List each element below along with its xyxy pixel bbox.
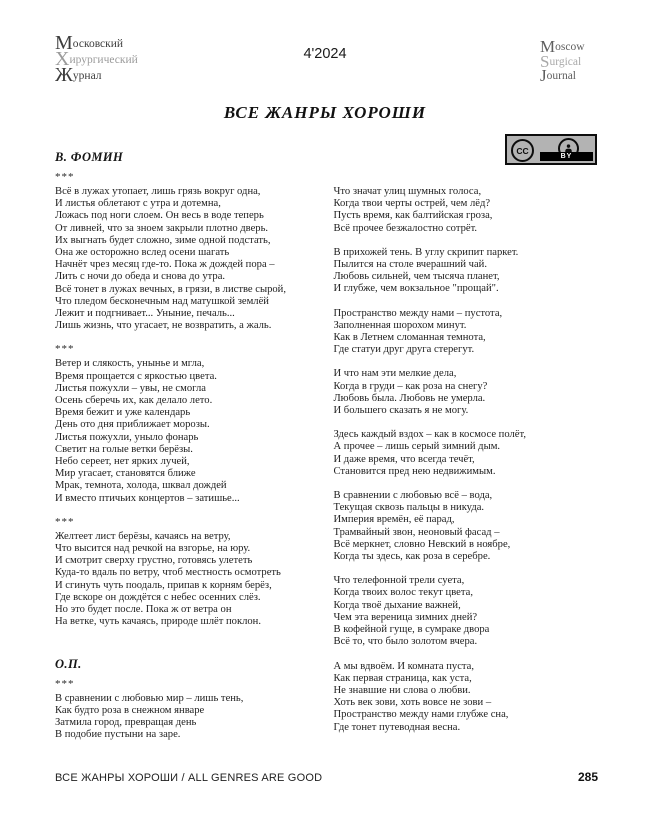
poem-line: Где вскоре он дождётся с небес осенних слёз. [55, 591, 261, 603]
poem-line: В сравнении с любовью всё – вода, [333, 490, 493, 502]
poem-line: В подобие пустыни на заре. [55, 729, 181, 741]
logo-line: Journal [540, 66, 577, 85]
page-footer [55, 770, 598, 784]
logo-line: Московский [55, 32, 124, 54]
stanza [334, 429, 599, 478]
poem-line: Когда твоё дыхание важней, [333, 599, 461, 611]
poem-line: Текущая сквозь пальцы в никуда. [333, 502, 485, 514]
logo-line: Moscow [540, 37, 585, 56]
logo-initial: M [540, 37, 556, 56]
logo-initial: Х [55, 48, 70, 70]
poem-line: Как будто роза в снежном январе [55, 704, 205, 716]
stanza-marker: *** [55, 343, 75, 356]
poem-line: Лишь жизнь, что угасает, не возвратить, а жаль. [55, 320, 272, 332]
logo-line: Журнал [55, 64, 102, 86]
stanza-marker: *** [55, 515, 75, 528]
poem-line: И даже время, что всегда течёт, [333, 453, 475, 465]
poem-line: Когда в груди – как роза на снегу? [333, 380, 488, 392]
logo-line: Хирургический [55, 48, 138, 70]
poem-line: А мы вдвоём. И комната пуста, [333, 660, 475, 672]
logo-initial: М [55, 32, 73, 54]
poem-line: Лежит и подгнивает... Уныние, печаль... [55, 308, 235, 320]
poem-line: Лить с ночи до обеда и снова до утра. [55, 271, 226, 283]
poem-line: Мрак, темнота, холода, шквал дождей [55, 480, 227, 492]
stanza-marker: *** [55, 171, 75, 183]
poem-line: Хоть век зови, хоть вовсе не зови – [333, 697, 492, 709]
stanza [334, 490, 599, 563]
poem-line: Что значат улиц шумных голоса, [333, 186, 482, 197]
logo-initial: S [540, 51, 550, 71]
poem-line: Что высится над речкой на взгорье, на юру. [55, 543, 251, 555]
stanza [334, 661, 599, 734]
poem-line: И сгинуть чуть поодаль, припав к корням берёз, [55, 579, 272, 591]
poem-line: Всё тонет в лужах вечных, в грязи, в листве сырой, [55, 283, 286, 295]
poem-line: Светит на голые ветки берёзы. [55, 443, 193, 455]
poem-line: Листья пожухли – увы, не смогла [55, 382, 206, 394]
poem-line: Всё прочее безжалостно сотрёт. [333, 222, 478, 234]
poem-line: Здесь каждый вздох – как в космосе полёт, [333, 429, 526, 441]
poem-line: И что нам эти мелкие дела, [333, 368, 457, 380]
poem-line: И смотрит сверху грустно, готовясь улететь [55, 555, 253, 567]
poem-line: Когда твои черты острей, чем лёд? [333, 198, 491, 210]
poem-line: Любовь была. Любовь не умерла. [333, 392, 486, 404]
poem-line: И большего сказать я не могу. [333, 405, 469, 417]
stanza [55, 358, 320, 504]
poem-line: Она же осторожно вслед осени шагать [55, 247, 230, 259]
issue-number: 4'2024 [303, 46, 347, 62]
stanza [334, 575, 599, 648]
poem-line: Начнёт чрез месяц где-то. Пока ж дождей пора – [55, 259, 275, 271]
poem-line: Небо сереет, нет ярких лучей, [55, 456, 190, 468]
stanza [334, 308, 599, 357]
author-name: О.П. [55, 656, 82, 671]
page-title: ВСЕ ЖАНРЫ ХОРОШИ [223, 103, 427, 122]
poem-line: Как первая страница, как уста, [333, 672, 472, 684]
poem-line: Когда твоих волос текут цвета, [333, 587, 473, 599]
stanza [55, 531, 320, 629]
poem-line: Пылится на столе вчерашний чай. [333, 259, 488, 271]
poem-line: Листья пожухли, уныло фонарь [55, 431, 199, 443]
poetry-column-right [334, 150, 599, 746]
poem-line: Желтеет лист берёзы, качаясь на ветру, [55, 530, 231, 542]
author-name: В. ФОМИН [55, 150, 124, 164]
poem-line: В прихожей тень. В углу скрипит паркет. [333, 246, 519, 258]
poem-line: Когда ты здесь, как роза в серебре. [333, 551, 491, 563]
poem-line: А прочее – лишь серый зимний дым. [333, 441, 501, 453]
stanza [55, 693, 320, 742]
poem-line: Ложась под ноги слоем. Он весь в воде теперь [55, 210, 264, 222]
poem-line: Пространство между нами – пустота, [333, 307, 503, 319]
poem-line: И вместо птичьих концертов – затишье... [55, 492, 240, 504]
poetry-columns [55, 150, 598, 746]
poem-line: Не знавшие ни слова о любви. [333, 684, 471, 696]
poem-line: День ото дня приближает морозы. [55, 419, 210, 431]
poem-line: В кофейной гуще, в сумраке двора [333, 624, 490, 636]
poem-line: В сравнении с любовью мир – лишь тень, [55, 692, 244, 704]
poem-line: Всё в лужах утопает, лишь грязь вокруг одна, [55, 186, 261, 197]
poem-line: Где статуи друг друга стерегут. [333, 344, 475, 356]
poetry-column-left [55, 150, 320, 746]
logo-initial: J [540, 66, 547, 85]
journal-logo-english [540, 37, 585, 85]
poem-line: Мир угасает, становятся ближе [55, 468, 196, 480]
poem-line: На ветке, чуть качаясь, природе шлёт поклон. [55, 616, 261, 628]
poem-line: Затмила город, превращая день [55, 716, 197, 728]
cc-icon: CC [511, 139, 534, 162]
by-label: BY [540, 152, 593, 161]
poem-line: Империя времён, её парад, [333, 514, 455, 526]
page-number: 285 [577, 770, 598, 784]
poem-line: И листья облетают с утра и дотемна, [55, 198, 221, 210]
poem-line: От ливней, что за зноем закрыли плотно дверь. [55, 222, 269, 234]
poem-line: Где тонет путеводная весна. [333, 721, 461, 733]
poem-line: И глубже, чем вокзальное "прощай". [333, 283, 499, 295]
logo-line: Surgical [540, 51, 582, 71]
stanza [334, 368, 599, 417]
poem-line: Трамвайный звон, неоновый фасад – [333, 526, 500, 538]
poem-line: Что телефонной трели суета, [333, 575, 465, 587]
poem-line: Любовь сильней, чем тысяча планет, [333, 271, 500, 283]
poem-line: Чем эта вереница зимних дней? [333, 611, 478, 623]
poem-line: Ветер и слякость, унынье и мгла, [55, 358, 205, 370]
poem-line: Пространство между нами глубже сна, [333, 709, 509, 721]
poem-line: Осень сберечь их, как делало лето. [55, 395, 213, 407]
stanza [334, 247, 599, 296]
poem-line: Но это будет после. Пока ж от ветра он [55, 604, 232, 616]
poem-line: Всё то, что было золотом вчера. [333, 636, 478, 648]
poem-line: Время бежит и уже календарь [55, 407, 191, 419]
poem-line: Что пледом бесконечным над матушкой землёй [55, 295, 269, 307]
poem-line: Время прощается с яркостью цвета. [55, 370, 217, 382]
stanza [334, 186, 599, 235]
logo-initial: Ж [55, 64, 73, 86]
stanza [55, 186, 320, 332]
poem-line: Становится пред нею недвижимым. [333, 465, 496, 477]
poem-line: Заполненная шорохом минут. [333, 319, 467, 331]
running-title: ВСЕ ЖАНРЫ ХОРОШИ / ALL GENRES ARE GOOD [55, 772, 323, 784]
poem-line: Куда-то вдаль по ветру, чтоб местность осмотреть [55, 567, 281, 579]
poem-line: Их выгнать будет сложно, зиме одной подстать, [55, 234, 271, 246]
poem-line: Пусть время, как балтийская гроза, [333, 210, 493, 222]
stanza-marker: *** [55, 677, 75, 690]
poem-line: Всё меркнет, словно Невский в ноябре, [333, 538, 511, 550]
poem-line: Как в Летнем сломанная темнота, [333, 332, 486, 344]
